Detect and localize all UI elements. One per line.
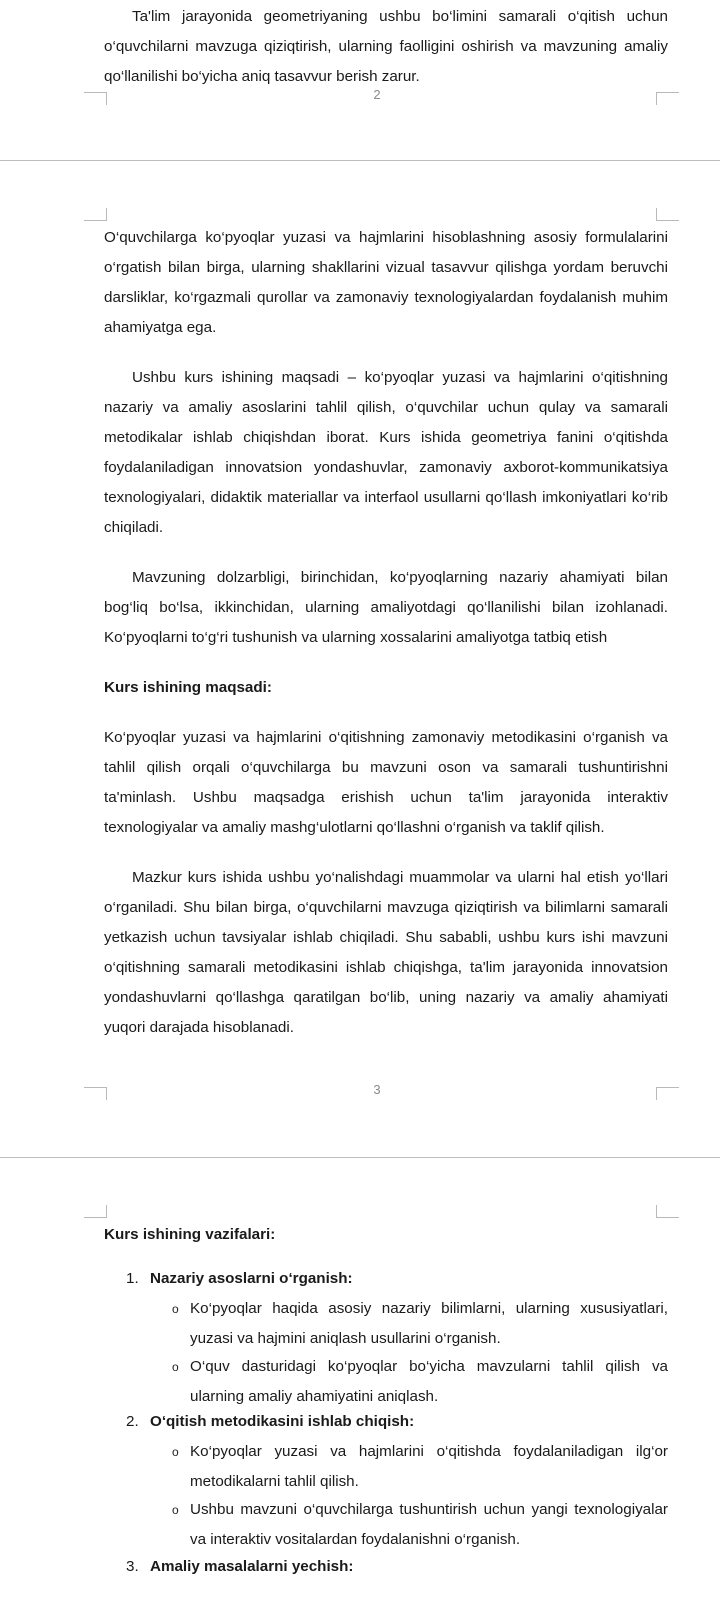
sub-item-text: O‘quv dasturidagi ko‘pyoqlar bo‘yicha mavzularni tahlil qilish va ularning amaliy ahamiyatini aniqlash. — [190, 1358, 668, 1405]
sub-item-text: Ushbu mavzuni o‘quvchilarga tushuntirish uchun yangi texnologiyalar va interaktiv vositalardan foydalanishni o‘rganish. — [190, 1501, 668, 1548]
sub-item-text: Ko‘pyoqlar haqida asosiy nazariy bilimlarni, ularning xususiyatlari, yuzasi va hajmini aniqlash usullarini o‘rganish. — [190, 1300, 668, 1347]
paragraph-problems: Mazkur kurs ishida ushbu yo‘nalishdagi muammolar va ularni hal etish yo‘llari o‘rganiladi. Shu bilan birga, o‘quvchilarni mavzuga qiziqtirish va bilimlarni samarali yetkazish uchun tavsiyalar ishlab chiqiladi. Shu sababli, ushbu kurs ishi mavzuni o‘qitishning samarali metodikasini ishlab chiqishga, ta'lim jarayonida innovatsion yondashuvlarni qo‘llashga qaratilgan bo‘lib, uning nazariy va amaliy ahamiyati yuqori darajada hisoblanadi. — [104, 869, 668, 1036]
page-number-3: 3 — [373, 1082, 381, 1097]
list-item-title: Nazariy asoslarni o‘rganish: — [150, 1270, 353, 1287]
sub-list-item — [172, 1352, 668, 1412]
list-number: 3. — [126, 1558, 139, 1575]
paragraph-goal: Ko‘pyoqlar yuzasi va hajmlarini o‘qitishning zamonaviy metodikasini o‘rganish va tahlil qilish orqali o‘quvchilarga bu mavzuni oson va samarali tushuntirishni ta'minlash. Ushbu maqsadga erishish uchun ta'lim jarayonida interaktiv texnologiyalar va amaliy mashg‘ulotlarni qo‘llashni o‘rganish va taklif qilish. — [104, 729, 668, 836]
list-item — [126, 1407, 414, 1437]
bullet-icon: o — [172, 1302, 179, 1316]
page-corner-mark — [656, 1087, 679, 1100]
list-number: 2. — [126, 1413, 139, 1430]
list-number: 1. — [126, 1270, 139, 1287]
paragraph-relevance: Mavzuning dolzarbligi, birinchidan, ko‘pyoqlarning nazariy ahamiyati bilan bog‘liq bo‘lsa, ikkinchidan, ularning amaliyotdagi qo‘llanilishi bilan izohlanadi. Ko‘pyoqlarni to‘g‘ri tushunish va ularning xossalarini amaliyotga tatbiq etish — [104, 569, 668, 646]
page-2-tail — [104, 2, 668, 92]
page-separator — [0, 1157, 720, 1158]
sub-list-item — [172, 1495, 668, 1555]
page-corner-mark — [84, 1205, 107, 1218]
page-corner-mark — [84, 208, 107, 221]
bullet-icon: o — [172, 1360, 179, 1374]
paragraph-goal-intro: Ushbu kurs ishining maqsadi – ko‘pyoqlar yuzasi va hajmlarini o‘qitishning nazariy va amaliy asoslarini tahlil qilish, o‘quvchilar uchun qulay va samarali metodikalar ishlab chiqishdan iborat. Kurs ishida geometriya fanini o‘qitishda foydalaniladigan innovatsion yondashuvlar, zamonaviy axborot-kommunikatsiya texnologiyalari, didaktik materiallar va interfaol usullarni qo‘llash imkoniyatlari ko‘rib chiqiladi. — [104, 369, 668, 536]
tasks-section — [104, 1220, 668, 1250]
bullet-icon: o — [172, 1445, 179, 1459]
paragraph-formulas: O‘quvchilarga ko‘pyoqlar yuzasi va hajmlarini hisoblashning asosiy formulalarini o‘rgatish bilan birga, ularning shakllarini vizual tasavvur qilishga yordam beruvchi darsliklar, ko‘rgazmali qurollar va zamonaviy texnologiyalardan foydalanish muhim ahamiyatga ega. — [104, 229, 668, 336]
page-corner-mark — [656, 1205, 679, 1218]
list-item — [126, 1264, 353, 1294]
list-item — [126, 1552, 353, 1582]
page-number-2: 2 — [373, 87, 381, 102]
list-item-title: Amaliy masalalarni yechish: — [150, 1558, 354, 1575]
page-corner-mark — [656, 92, 679, 105]
page-corner-mark — [84, 92, 107, 105]
sub-list-item — [172, 1294, 668, 1354]
sub-item-text: Ko‘pyoqlar yuzasi va hajmlarini o‘qitishda foydalaniladigan ilg‘or metodikalarni tahlil qilish. — [190, 1443, 668, 1490]
page-corner-mark — [84, 1087, 107, 1100]
goal-heading: Kurs ishining maqsadi: — [104, 679, 272, 696]
list-item-title: O‘qitish metodikasini ishlab chiqish: — [150, 1413, 415, 1430]
tasks-heading: Kurs ishining vazifalari: — [104, 1226, 276, 1243]
bullet-icon: o — [172, 1503, 179, 1517]
page-3-body — [104, 223, 668, 1043]
sub-list-item — [172, 1437, 668, 1497]
page-separator — [0, 160, 720, 161]
paragraph-intro-end: Ta'lim jarayonida geometriyaning ushbu bo‘limini samarali o‘qitish uchun o‘quvchilarni mavzuga qiziqtirish, ularning faolligini oshirish va mavzuning amaliy qo‘llanilishi bo‘yicha aniq tasavvur berish zarur. — [104, 8, 668, 85]
page-corner-mark — [656, 208, 679, 221]
